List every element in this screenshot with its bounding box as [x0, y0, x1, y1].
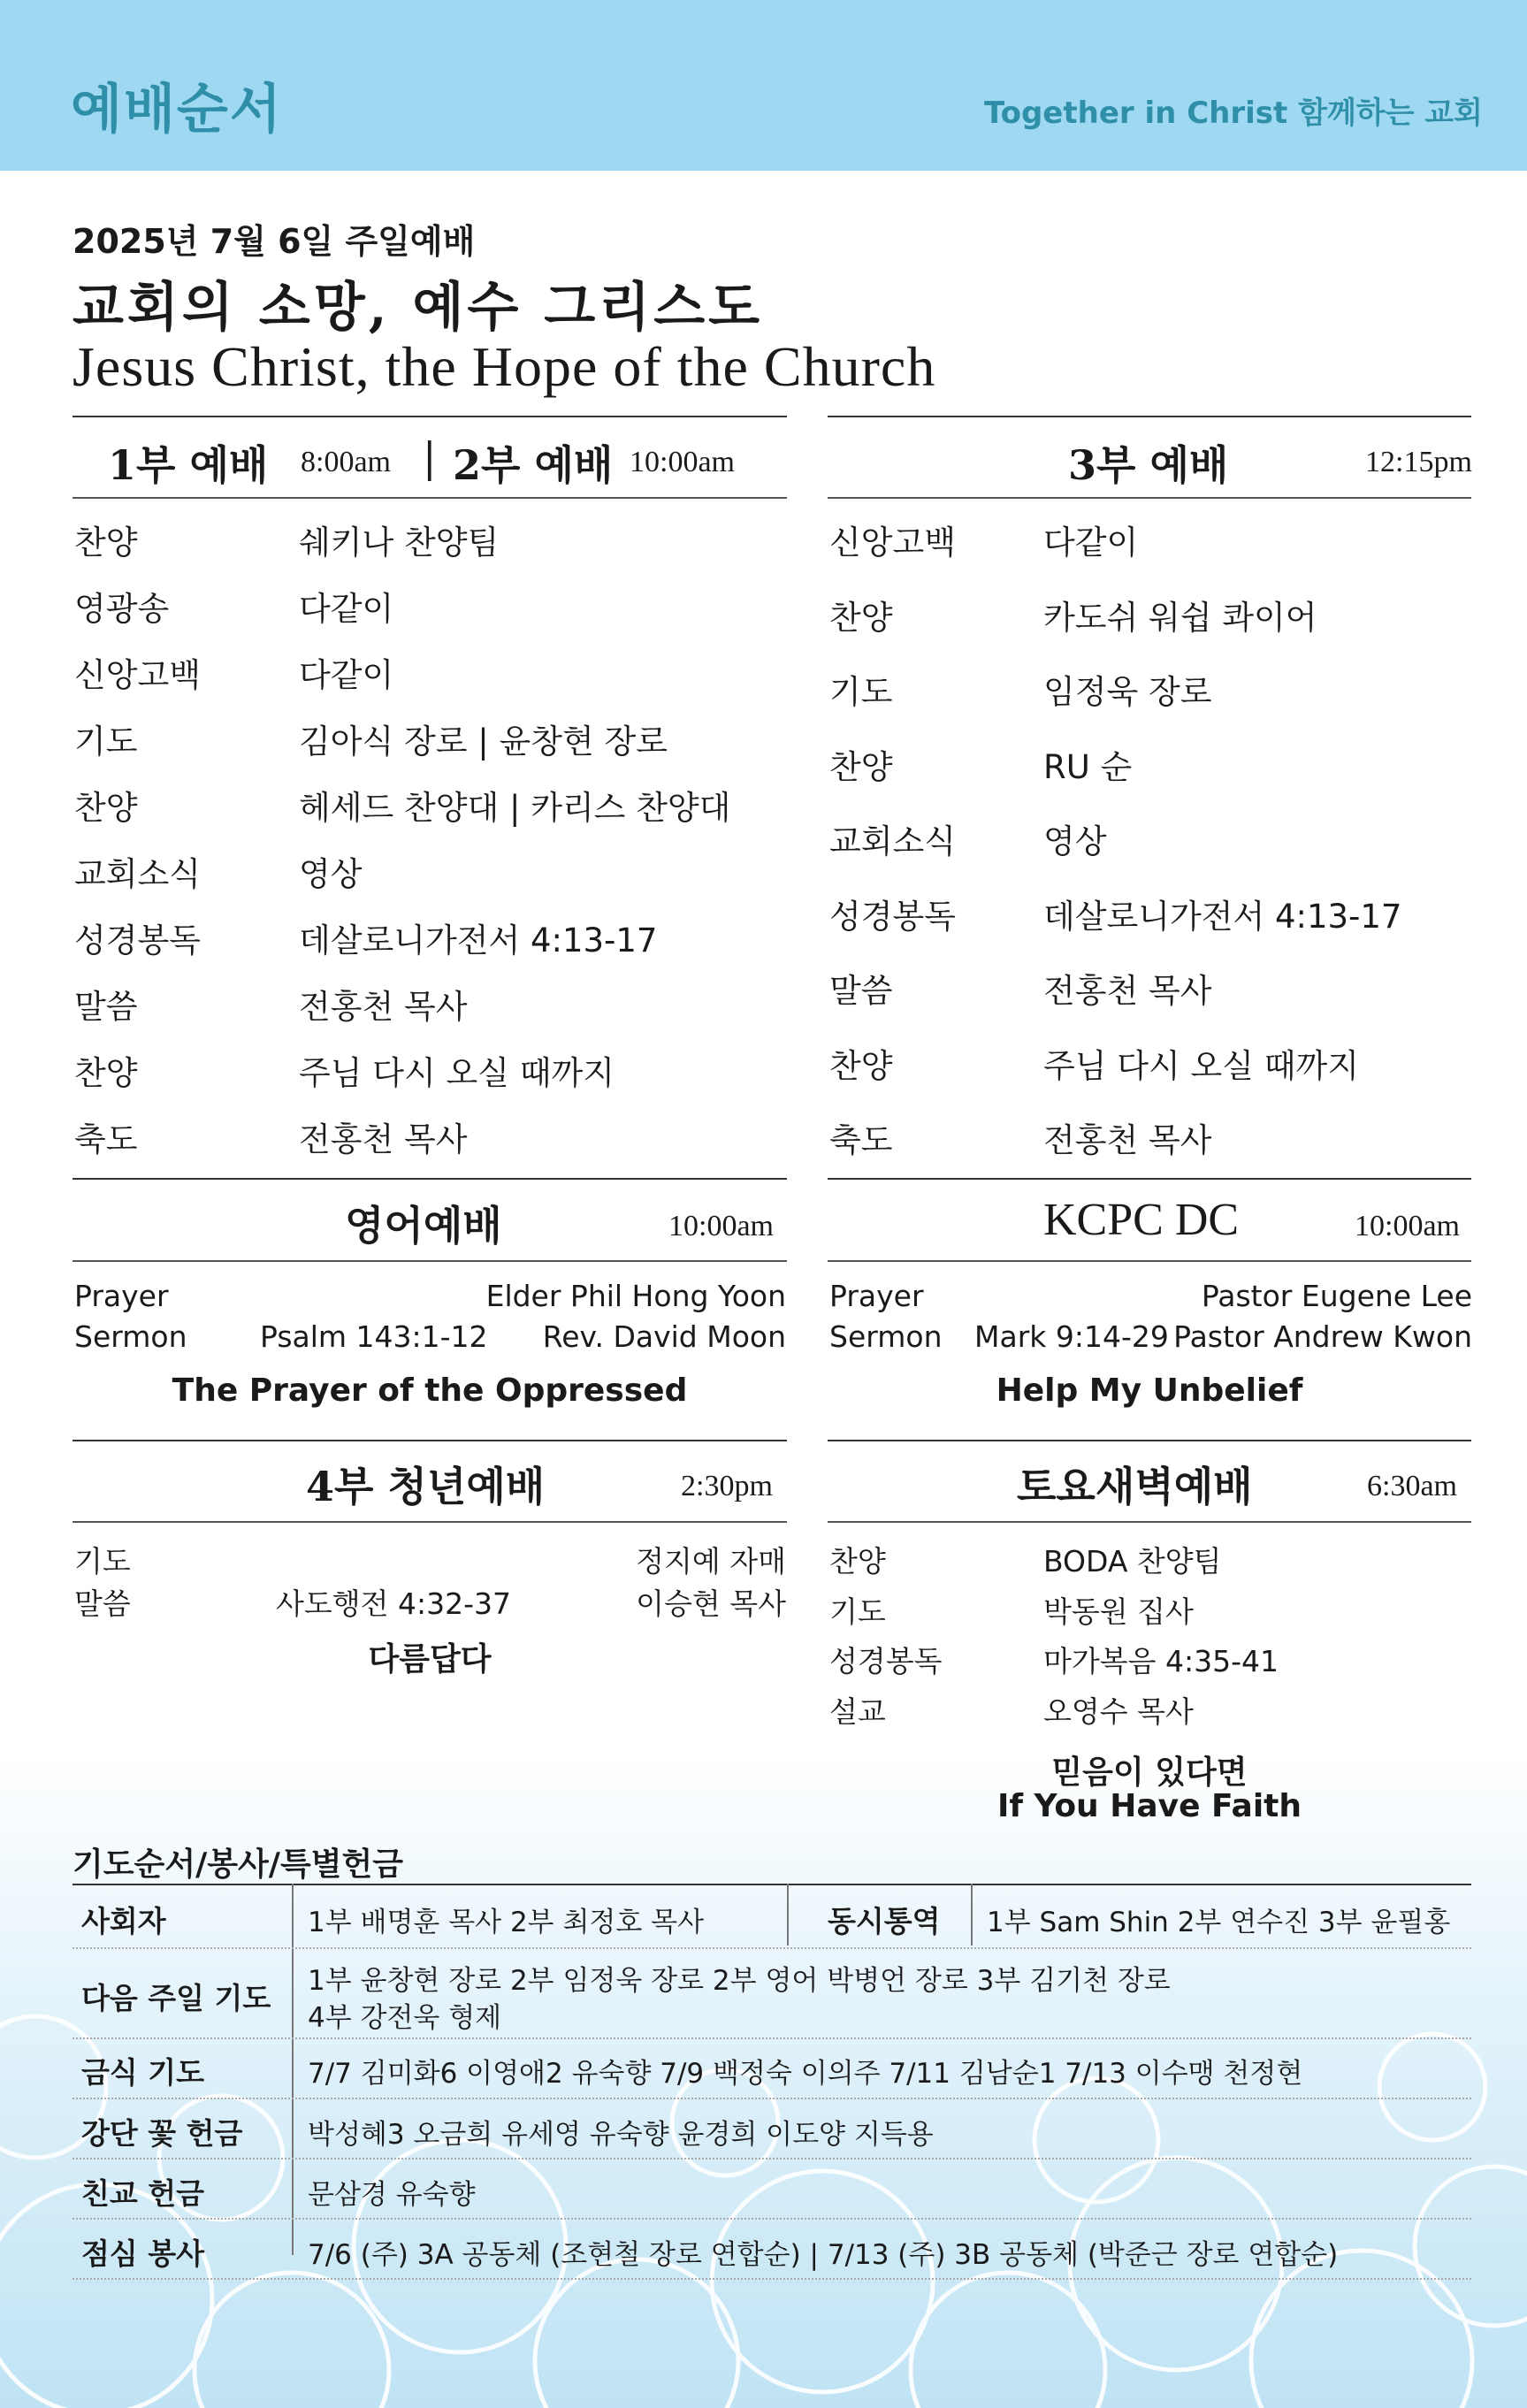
divider [73, 1260, 787, 1262]
fellowship-offering-label: 친교 헌금 [81, 2176, 205, 2211]
youth-sermon-scripture: 사도행전 4:32-37 [276, 1586, 512, 1621]
order-item-label: 찬양 [74, 1054, 138, 1092]
order-item-value: 카도쉬 워쉽 콰이어 [1043, 598, 1317, 637]
divider [73, 497, 787, 499]
order-item-label: 성경봉독 [74, 921, 201, 959]
youth-prayer-value: 정지예 자매 [636, 1544, 786, 1579]
kcpc-service-time: 10:00am [1355, 1210, 1460, 1242]
lunch-service-value: 7/6 (주) 3A 공동체 (조현철 장로 연합순) | 7/13 (주) 3B 공동체 (박준근 장로 연합순) [308, 2239, 1339, 2271]
order-item-label: 찬양 [74, 789, 138, 827]
duty-section-title: 기도순서/봉사/특별헌금 [73, 1846, 404, 1883]
table-column-divider [787, 1884, 789, 1946]
order-item-value: 다같이 [1043, 524, 1139, 562]
order-item-label: 기도 [829, 1594, 886, 1629]
order-item-label: 찬양 [74, 524, 138, 562]
divider [828, 1178, 1471, 1180]
order-item-label: 말씀 [829, 972, 893, 1010]
order-item-label: 교회소식 [829, 822, 956, 860]
order-item-value: 임정욱 장로 [1043, 673, 1212, 711]
english-sermon-title: The Prayer of the Oppressed [172, 1372, 688, 1409]
row-divider [73, 2278, 1471, 2280]
order-item-label: 찬양 [829, 1544, 886, 1579]
service-separator: | [423, 433, 437, 481]
order-item-value: 전홍천 목사 [1043, 1121, 1212, 1159]
kcpc-sermon-preacher: Pastor Andrew Kwon [1173, 1319, 1472, 1354]
order-item-label: 영광송 [74, 590, 170, 628]
page-header [0, 0, 1527, 171]
sermon-title-english: Jesus Christ, the Hope of the Church [73, 335, 936, 398]
lunch-service-label: 점심 봉사 [81, 2236, 205, 2271]
youth-service-time: 2:30pm [681, 1470, 773, 1502]
order-item-value: 영상 [299, 855, 363, 893]
divider [73, 1521, 787, 1523]
saturday-sermon-title-english: If You Have Faith [996, 1788, 1302, 1824]
order-item-label: 찬양 [829, 598, 893, 637]
kcpc-service-name: KCPC DC [1043, 1195, 1240, 1245]
divider [828, 1260, 1471, 1262]
row-divider [73, 2037, 1471, 2039]
english-service-time: 10:00am [668, 1210, 774, 1242]
youth-sermon-title: 다름답다 [368, 1641, 492, 1678]
order-item-value: 김아식 장로 | 윤창현 장로 [299, 722, 668, 761]
kcpc-sermon-scripture: Mark 9:14-29 [974, 1319, 1169, 1354]
altar-flower-value: 박성혜3 오금희 유세영 유숙향 윤경희 이도양 지득용 [308, 2119, 934, 2151]
order-item-label: 축도 [829, 1121, 893, 1159]
youth-sermon-label: 말씀 [74, 1586, 131, 1621]
table-column-divider [292, 1884, 294, 2255]
english-sermon-preacher: Rev. David Moon [542, 1319, 786, 1354]
table-column-divider [971, 1884, 973, 1946]
divider [73, 1440, 787, 1441]
english-sermon-scripture: Psalm 143:1-12 [260, 1319, 488, 1354]
order-item-value: 전홍천 목사 [299, 1120, 468, 1158]
row-divider [73, 2218, 1471, 2220]
order-item-label: 설교 [829, 1693, 886, 1729]
order-item-value: 다같이 [299, 656, 394, 694]
youth-sermon-preacher: 이승현 목사 [636, 1586, 786, 1621]
order-item-value: 영상 [1043, 822, 1107, 860]
service-1-name: 1부 예배 [108, 441, 269, 489]
altar-flower-label: 강단 꽃 헌금 [81, 2116, 243, 2151]
order-item-label: 찬양 [829, 1046, 893, 1085]
service-1-time: 8:00am [301, 446, 391, 478]
youth-service-name: 4부 청년예배 [306, 1463, 546, 1510]
order-item-label: 성경봉독 [829, 897, 956, 936]
kcpc-prayer-label: Prayer [829, 1279, 924, 1313]
host-label: 사회자 [81, 1904, 166, 1938]
order-item-label: 성경봉독 [829, 1644, 943, 1678]
order-item-value: 오영수 목사 [1043, 1693, 1194, 1729]
service-2-time: 10:00am [630, 446, 735, 478]
english-sermon-label: Sermon [74, 1319, 187, 1354]
order-item-value: 전홍천 목사 [299, 988, 468, 1026]
next-prayer-line-1: 1부 윤창현 장로 2부 임정욱 장로 2부 영어 박병언 장로 3부 김기천 장로 [308, 1965, 1171, 1997]
kcpc-sermon-label: Sermon [829, 1319, 943, 1354]
order-item-label: 교회소식 [74, 855, 201, 893]
english-prayer-value: Elder Phil Hong Yoon [485, 1279, 786, 1313]
table-top-border [73, 1884, 1471, 1885]
order-item-value: 박동원 집사 [1043, 1594, 1194, 1629]
next-prayer-line-2: 4부 강전욱 형제 [308, 2002, 502, 2034]
order-item-value: 다같이 [299, 590, 394, 628]
church-tagline: Together in Christ 함께하는 교회 [983, 96, 1483, 131]
sermon-title-korean: 교회의 소망, 예수 그리스도 [73, 277, 764, 339]
order-item-label: 축도 [74, 1120, 138, 1158]
interpretation-label: 동시통역 [828, 1904, 941, 1938]
service-3-name: 3부 예배 [1068, 441, 1229, 489]
order-item-label: 신앙고백 [829, 524, 956, 562]
divider [828, 1521, 1471, 1523]
row-divider [73, 2158, 1471, 2160]
row-divider [73, 1947, 1471, 1949]
order-item-value: 전홍천 목사 [1043, 972, 1212, 1010]
order-item-label: 기도 [74, 722, 138, 761]
kcpc-prayer-value: Pastor Eugene Lee [1201, 1279, 1472, 1313]
english-prayer-label: Prayer [74, 1279, 169, 1313]
order-item-value: 마가복음 4:35-41 [1043, 1644, 1279, 1678]
divider [828, 1440, 1471, 1441]
order-item-label: 찬양 [829, 747, 893, 786]
saturday-service-time: 6:30am [1367, 1470, 1457, 1502]
order-item-value: 데살로니가전서 4:13-17 [299, 921, 658, 959]
fasting-prayer-value: 7/7 김미화6 이영애2 유숙향 7/9 백정숙 이의주 7/11 김남순1 7/13 이수맹 천정현 [308, 2058, 1303, 2090]
divider [73, 416, 787, 417]
kcpc-sermon-title: Help My Unbelief [996, 1372, 1303, 1409]
saturday-service-name: 토요새벽예배 [1017, 1463, 1253, 1510]
order-item-label: 신앙고백 [74, 656, 201, 694]
fellowship-offering-value: 문삼경 유숙향 [308, 2179, 476, 2211]
divider [73, 1178, 787, 1180]
interpretation-value: 1부 Sam Shin 2부 연수진 3부 윤필홍 [987, 1907, 1451, 1938]
service-3-time: 12:15pm [1365, 446, 1472, 478]
order-item-label: 기도 [829, 673, 893, 711]
order-item-value: BODA 찬양팀 [1043, 1544, 1222, 1579]
divider [828, 416, 1471, 417]
host-value: 1부 배명훈 목사 2부 최정호 목사 [308, 1907, 705, 1938]
order-item-value: 주님 다시 오실 때까지 [299, 1054, 615, 1092]
service-date: 2025년 7월 6일 주일예배 [73, 222, 476, 261]
service-2-name: 2부 예배 [453, 441, 614, 489]
page-title: 예배순서 [71, 79, 283, 141]
saturday-sermon-title-korean: 믿음이 있다면 [1051, 1754, 1248, 1791]
divider [828, 497, 1471, 499]
order-item-value: 데살로니가전서 4:13-17 [1043, 897, 1402, 936]
fasting-prayer-label: 금식 기도 [81, 2055, 205, 2090]
order-item-value: 헤세드 찬양대 | 카리스 찬양대 [299, 789, 731, 827]
next-prayer-label: 다음 주일 기도 [81, 1981, 271, 2015]
order-item-value: 쉐키나 찬양팀 [299, 524, 500, 562]
youth-prayer-label: 기도 [74, 1544, 131, 1579]
order-item-value: 주님 다시 오실 때까지 [1043, 1046, 1359, 1085]
row-divider [73, 2098, 1471, 2099]
english-service-name: 영어예배 [345, 1202, 502, 1250]
order-item-value: RU 순 [1043, 747, 1133, 786]
order-item-label: 말씀 [74, 988, 138, 1026]
